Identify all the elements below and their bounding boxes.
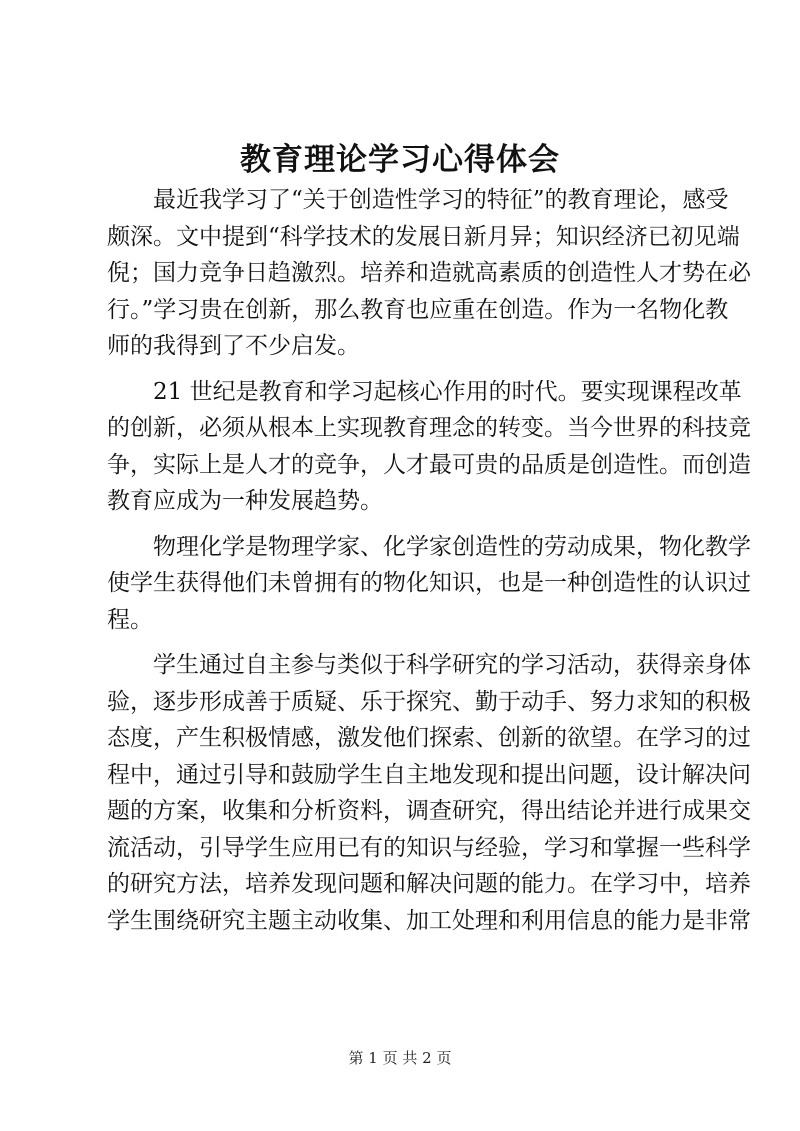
page-footer: 第 1 页 共 2 页: [348, 1049, 452, 1067]
paragraph: [107, 374, 751, 520]
text-line: 最近我学习了“关于创造性学习的特征”的教育理论，感受: [153, 187, 729, 213]
paragraph: [107, 647, 751, 939]
text-line: 使学生获得他们未曾拥有的物化知识，也是一种创造性的认识过: [107, 570, 751, 596]
text-line: 教育应成为一种发展趋势。: [107, 488, 383, 514]
text-line: 师的我得到了不少启发。: [107, 333, 360, 359]
text-line: 物理化学是物理学家、化学家创造性的劳动成果，物化教学: [153, 533, 751, 560]
text-line: 学生通过自主参与类似于科学研究的学习活动，获得亲身体: [153, 652, 751, 678]
text-line: 争，实际上是人才的竞争，人才最可贵的品质是创造性。而创造: [107, 451, 751, 478]
text-line: 验，逐步形成善于质疑、乐于探究、勤于动手、努力求知的积极: [107, 688, 751, 715]
text-line: 行。”学习贵在创新，那么教育也应重在创造。作为一名物化教: [107, 296, 729, 323]
text-line: 的创新，必须从根本上实现教育理念的转变。当今世界的科技竞: [107, 415, 751, 441]
text-line: 题的方案，收集和分析资料，调查研究，得出结论并进行成果交: [107, 798, 751, 824]
text-line: 的研究方法，培养发现问题和解决问题的能力。在学习中，培养: [107, 871, 751, 897]
text-line: 21 世纪是教育和学习起核心作用的时代。要实现课程改革: [153, 378, 742, 405]
text-line: 程。: [107, 606, 153, 633]
paragraph: [107, 182, 751, 365]
paragraph: [107, 529, 751, 639]
text-line: 倪；国力竞争日趋激烈。培养和造就高素质的创造性人才势在必: [107, 260, 751, 286]
text-line: 学生围绕研究主题主动收集、加工处理和利用信息的能力是非常: [107, 907, 751, 934]
text-line: 流活动，引导学生应用已有的知识与经验，学习和掌握一些科学: [107, 834, 751, 861]
text-line: 程中，通过引导和鼓励学生自主地发现和提出问题，设计解决问: [107, 761, 751, 788]
text-line: 颇深。文中提到“科学技术的发展日新月异；知识经济已初见端: [107, 223, 740, 250]
text-line: 态度，产生积极情感，激发他们探索、创新的欲望。在学习的过: [107, 725, 751, 751]
document-body: [107, 182, 751, 948]
document-title: 教育理论学习心得体会: [240, 142, 560, 178]
